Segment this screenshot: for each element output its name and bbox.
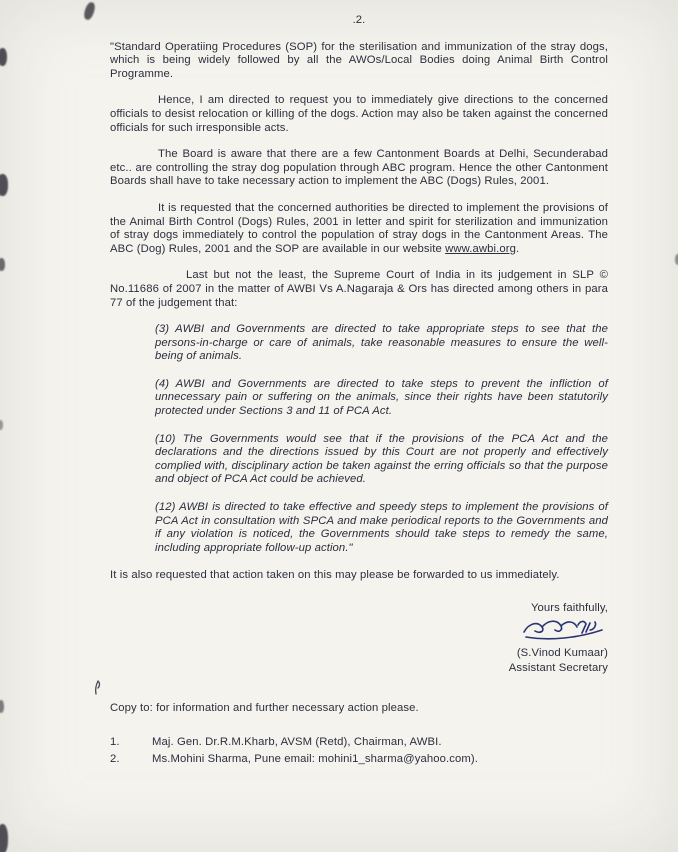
pen-mark [91,680,103,701]
judgement-quote-4: (4) AWBI and Governments are directed to take steps to prevent the infliction of unnecessary pain or suffering on the animals, since their rights have been statutorily protected under Sections 3 and 11 of PCA Act. [155,377,608,418]
scan-artifact [0,700,4,713]
scan-artifact [0,48,7,66]
list-item-number: 2. [110,753,120,766]
copy-to-label: Copy to: for information and further necessary action please. [110,702,419,714]
recipient-text: Ms.Mohini Sharma, Pune email: mohini1_sharma@yahoo.com). [152,753,478,766]
awbi-website-link[interactable]: www.awbi.org [445,242,517,255]
list-item [110,753,608,767]
paragraph-text: . [516,242,520,255]
scan-artifact [0,824,8,852]
copy-to-block [110,702,608,767]
judgement-quote-3: (3) AWBI and Governments are directed to take appropriate steps to see that the persons-in-charge or care of animals, take reasonable measures to ensure the well-being of animals. [155,323,608,363]
scan-artifact [0,420,3,430]
paragraph-cantonment-boards: The Board is aware that there are a few Cantonment Boards at Delhi, Secunderabad etc.. are controlling the stray dog population through ABC program. Hence the other Cantonment Boards shall have to take necessary action to implement the ABC (Dogs) Rules, 2001. [110,148,608,188]
signatory-name: (S.Vinod Kumaar) [516,647,608,659]
list-item-number: 1. [110,735,120,748]
scan-artifact [0,174,8,196]
paragraph-directions: Hence, I am directed to request you to immediately give directions to the concerned officials to desist relocation or killing of the dogs. Action may also be taken against the concerned officials for such irresponsible acts. [110,94,608,134]
recipient-text: Maj. Gen. Dr.R.M.Kharb, AVSM (Retd), Chairman, AWBI. [152,735,442,748]
paragraph-text: It is requested that the concerned authorities be directed to implement the provisions of the Animal Birth Control (Dogs) Rules, 2001 in letter and spirit for sterilization and immunization of stray dogs immediately to control the population of stray dogs in the Cantonment Areas. The ABC (Dog) Rules, 2001 and the SOP are available in our website [110,201,608,255]
judgement-quote-12: (12) AWBI is directed to take effective and speedy steps to implement the provisions of PCA Act in consultation with SPCA and make periodical reports to the Governments and if any violation is noticed, the Governments should take steps to remedy the same, including appropriate follow-up action." [155,501,608,554]
paragraph-sop: "Standard Operatiing Procedures (SOP) for the sterilisation and immunization of the stray dogs, which is being widely followed by all the AWOs/Local Bodies doing Animal Birth Control Programme. [110,40,608,80]
paragraph-abc-rules [110,202,608,256]
signature [110,617,606,646]
scan-artifact [82,1,96,21]
copy-to-list [110,736,608,767]
action-request-line: It is also requested that action taken on this may please be forwarded to us immediately. [110,569,560,582]
page-number: .2. [352,14,366,26]
scan-artifact [0,258,5,271]
letter-body [110,14,608,771]
valediction: Yours faithfully, [530,602,608,614]
closing-block [110,601,608,676]
judgement-quote-10: (10) The Governments would see that if the provisions of the PCA Act and the declarations and the directions issued by this Court are not properly and effectively complied with, disciplinary action be taken against the erring officials so that the purpose and object of PCA Act could be achieved. [155,432,608,486]
list-item [110,736,608,750]
paragraph-supreme-court: Last but not the least, the Supreme Court of India in its judgement in SLP © No.11686 of 2007 in the matter of AWBI Vs A.Nagaraja & Ors has directed among others in para 77 of the judgement that: [110,269,608,309]
signatory-title: Assistant Secretary [508,662,608,674]
